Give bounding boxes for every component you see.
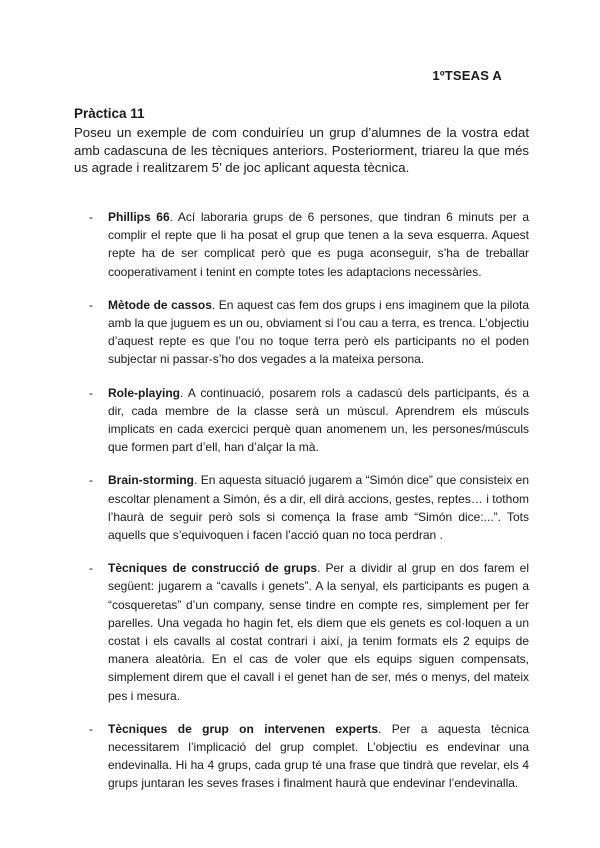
list-item <box>89 208 529 281</box>
list-item-body <box>108 208 529 281</box>
techniques-list <box>89 208 529 808</box>
class-label: 1ºTSEAS A <box>432 68 502 83</box>
technique-description: . En aquest cas fem dos grups i ens imaginem que la pilota amb la que juguem es un ou, obviament si l’ou cau a terra, es trenca. L’objectiu d’aquest repte es que l’ou no toque terra però els participants no el poden subjectar ni passar-s’ho dos vegades a la mateixa persona. <box>108 297 529 367</box>
technique-description: . Ací laboraria grups de 6 persones, que tindran 6 minuts per a complir el repte que li ha posat el grup que tenen a la seva esquerra. Aquest repte ha de ser complicat però que es puga aconseguir, s’ha de treballar cooperativament i tenint en compte totes les adaptacions necessàries. <box>108 210 529 279</box>
list-item-body <box>108 720 529 793</box>
technique-name: Role-playing <box>108 385 181 400</box>
technique-name: Brain-storming <box>108 473 195 488</box>
list-bullet: - <box>89 721 93 736</box>
technique-name: Mètode de cassos <box>108 297 212 312</box>
list-bullet: - <box>89 297 93 312</box>
list-item <box>89 559 529 705</box>
list-item-body <box>108 471 529 544</box>
list-item <box>89 471 529 544</box>
list-item <box>89 720 529 793</box>
technique-description: . A continuació, posarem rols a cadascú dels participants, és a dir, cada membre de la classe serà un múscul. Aprendrem els músculs implicats en cada exercici perquè quan anomenem un, les persones/músculs que formen part d’ell, han d’alçar la mà. <box>108 385 529 455</box>
list-item <box>89 384 529 457</box>
technique-description: . Per a aquesta tècnica necessitarem l’implicació del grup complet. L’objectiu es endevinar una endevinalla. Hi ha 4 grups, cada grup té una frase que tindrà que revelar, els 4 grups juntaran les seves frases i finalment haurà que endevinar l’endevinalla. <box>108 721 529 791</box>
list-item <box>89 296 529 369</box>
list-bullet: - <box>89 210 93 224</box>
technique-description: . Per a dividir al grup en dos farem el següent: jugarem a “cavalls i genets”. A la senyal, els participants es pugen a “cosqueretas” d’un company, sense tindre en compte res, simplement per fer parelles. Una vegada ho hagin fet, els diem que els genets es col·loquen a un costat i els cavalls al costat contrari i així, ja tenim formats els 2 equips de manera aleatòria. En el cas de voler que els equips siguen compensats, simplement direm que el cavall i el genet han de ser, més o menys, del mateix pes i mesura. <box>108 561 529 703</box>
practice-intro: Poseu un exemple de com conduiríeu un grup d’alumnes de la vostra edat amb cadascuna de les tècniques anteriors. Posteriorment, triareu la que més us agrade i realitzarem 5’ de joc aplicant aquesta tècnica. <box>74 125 529 175</box>
technique-name: Tècniques de grup on intervenen experts <box>108 721 379 736</box>
technique-description: . En aquesta situació jugarem a “Simón dice” que consisteix en escoltar plenament a Simón, és a dir, ell dirà accions, gestes, reptes… i tothom l’haurà de seguir però sols si comença la frase amb “Simón dice:...”. Tots aquells que s’equivoquen i facen l’acció quan no toca perdran . <box>108 473 529 543</box>
list-item-body <box>108 296 529 369</box>
list-item-body <box>108 384 529 457</box>
practice-title: Pràctica 11 <box>74 106 145 121</box>
list-bullet: - <box>89 473 93 488</box>
technique-name: Phillips 66 <box>108 210 170 224</box>
list-bullet: - <box>89 385 93 400</box>
list-bullet: - <box>89 561 93 576</box>
technique-name: Tècniques de construcció de grups <box>108 561 318 576</box>
list-item-body <box>108 559 529 705</box>
